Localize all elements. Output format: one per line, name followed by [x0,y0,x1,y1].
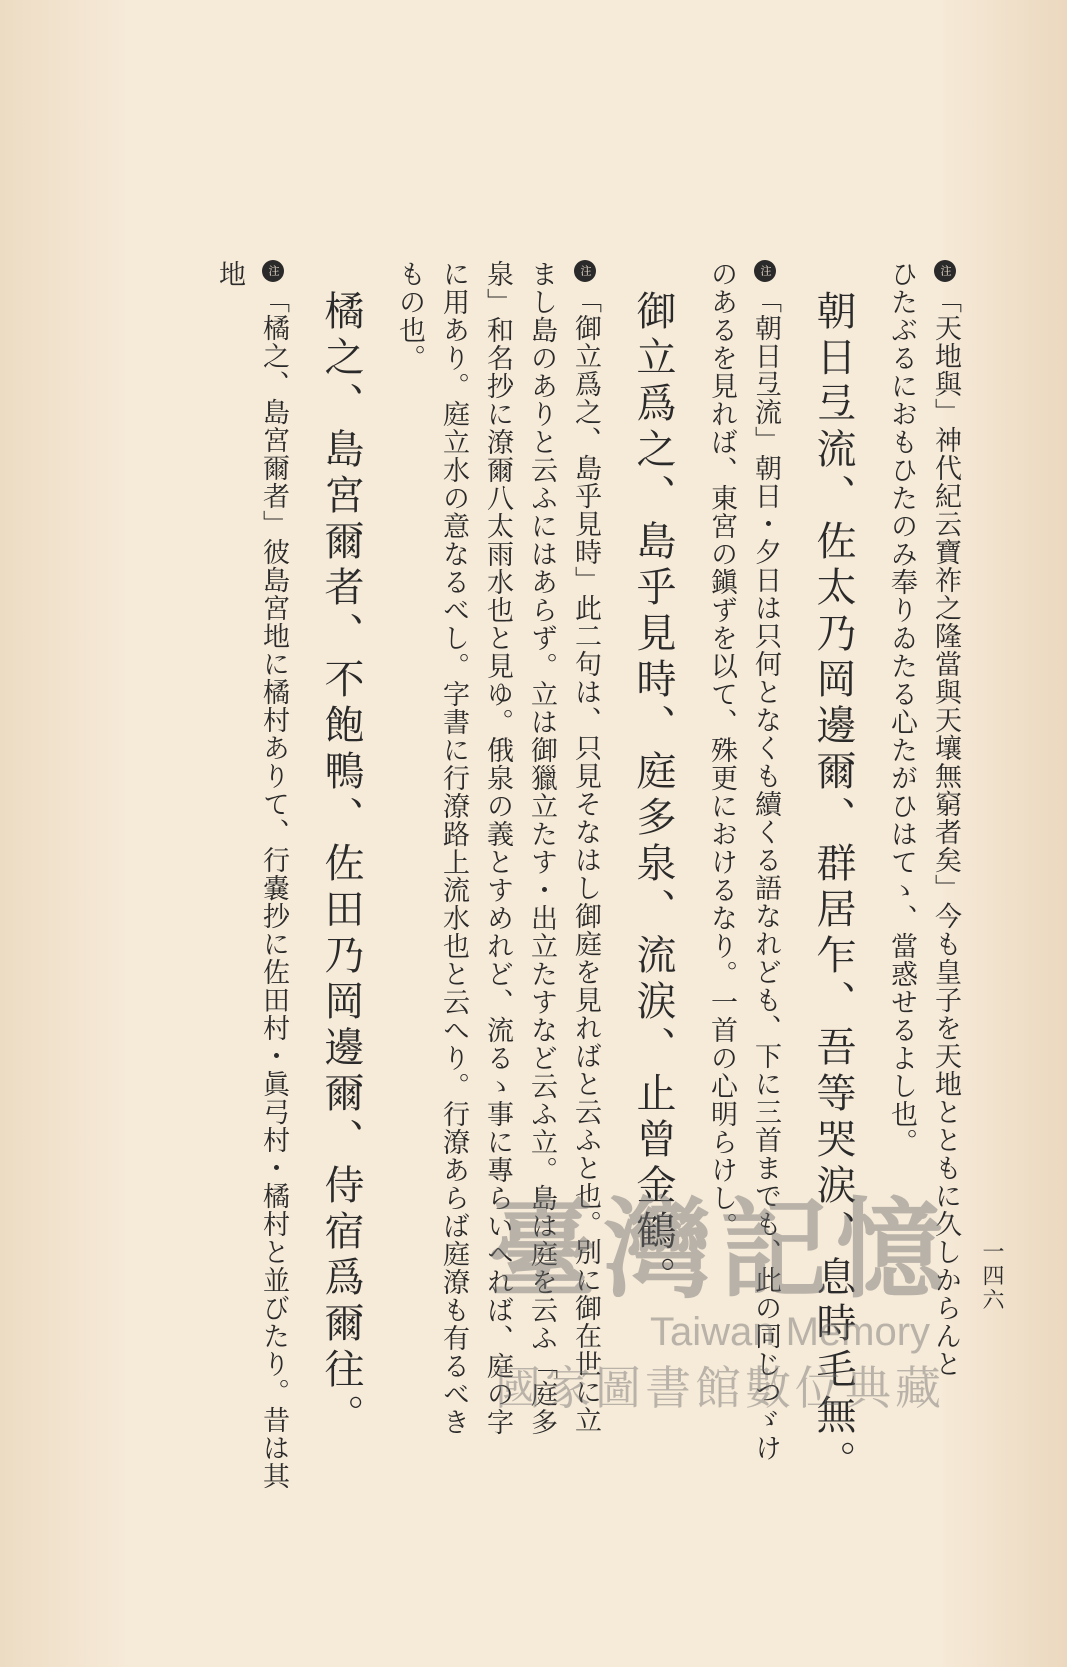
note-mark-icon: 注 [934,260,956,282]
commentary-line: のあるを見れば、東宮の鎭ずを以て、殊更におけるなり。一首の心明らけし。 [706,260,737,1240]
watermark-title: 臺灣記憶 [487,1187,952,1313]
note-mark-icon: 注 [574,260,596,282]
commentary-line: もの也。 [394,260,425,372]
commentary-line: 注「朝日弖流」朝日・夕日は只何となくも續くる語なれども、下に三首までも、此の同じつゞけ [743,260,787,1510]
watermark-organization: 國家圖書館數位典藏 [495,1361,945,1415]
commentary-line: まし島のありと云ふにはあらず。立は御獵立たす・出立たすなど云ふ立。島は庭を云ふ「庭多 [526,260,557,1436]
commentary-line: 注「橘之、島宮爾者」彼島宮地に橘村ありて、行嚢抄に佐田村・眞弓村・橘村と並びたり。昔は其地 [214,260,289,1490]
poem-line: 橘之、島宮爾者、不飽鴨、佐田乃岡邊爾、侍宿爲爾往。 [318,290,364,1440]
poem-line: 朝日弖流、佐太乃岡邊爾、群居乍、吾等哭涙、息時毛無。 [810,290,856,1486]
watermark-subtitle: Taiwan Memory [649,1310,931,1354]
commentary-line: ひたぶるにおもひたのみ奉りゐたる心たがひはてゝ、當惑せるよし也。 [886,260,917,1156]
commentary-line: に用あり。庭立水の意なるべし。字書に行潦路上流水也と云へり。行潦あらば庭潦も有るべき [438,260,469,1436]
note-mark-icon: 注 [754,260,776,282]
library-watermark [440,1187,1000,1450]
commentary-line: 泉」和名抄に潦爾八太雨水也と見ゆ。俄泉の義とすめれど、流るゝ事に專らいへれば、庭の字 [482,260,513,1436]
poem-line: 御立爲之、島乎見時、庭多泉、流涙、止曾金鶴。 [630,290,676,1302]
commentary-line: 注「御立爲之、島乎見時」此二句は、只見そなはし御庭を見ればと云ふと也。別に御在世に立 [563,260,607,1510]
page-number: 一四六 [979,1240,1004,1312]
commentary-line: 注「天地與」神代紀云寶祚之隆當與天壤無窮者矣」今も皇子を天地とともに久しからんと [923,260,967,1510]
note-mark-icon: 注 [262,260,284,282]
